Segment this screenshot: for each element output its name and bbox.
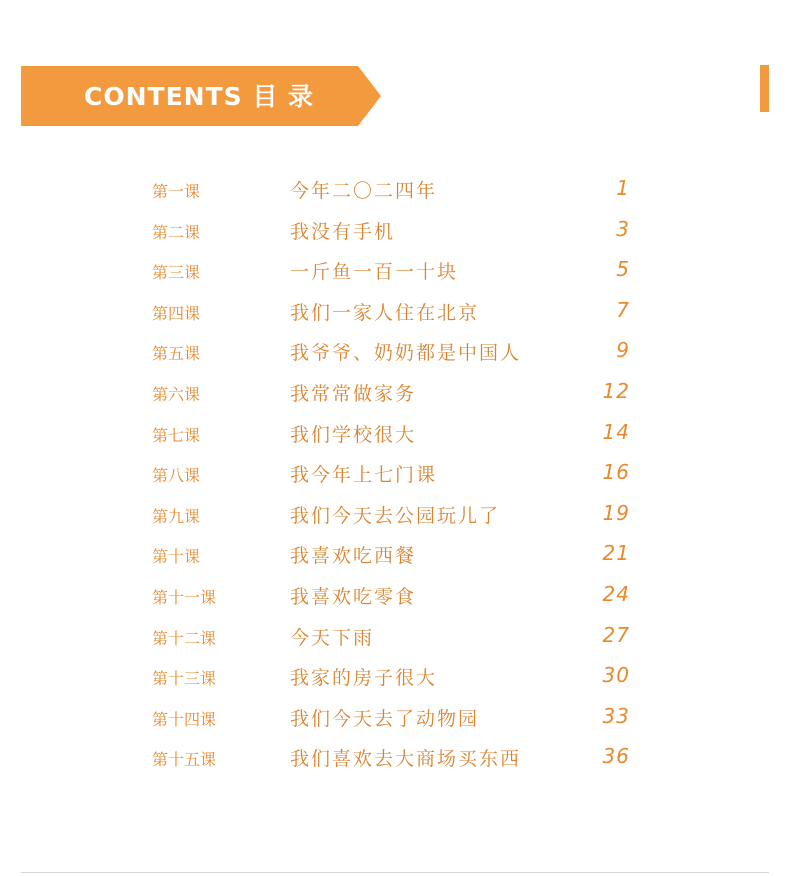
page-number: 19	[602, 500, 630, 525]
lesson-title: 今天下雨	[290, 626, 375, 649]
lesson-title: 一斤鱼一百一十块	[290, 261, 459, 284]
toc-entry[interactable]	[0, 495, 790, 536]
lesson-title: 今年二〇二四年	[290, 180, 438, 202]
page-number: 30	[602, 663, 630, 688]
lesson-title: 我常常做家务	[290, 382, 417, 405]
lesson-number: 第十五课	[152, 750, 217, 770]
page-number: 1	[616, 176, 630, 200]
lesson-number: 第一课	[152, 182, 201, 201]
lesson-number: 第十三课	[152, 669, 217, 689]
page-number: 33	[602, 703, 630, 728]
lesson-title: 我喜欢吃西餐	[290, 545, 417, 568]
lesson-number: 第二课	[152, 222, 201, 242]
page-number: 7	[616, 297, 630, 322]
toc-entry[interactable]	[0, 535, 790, 576]
lesson-number: 第三课	[152, 263, 201, 283]
lesson-title: 我喜欢吃零食	[290, 585, 417, 608]
toc-entry[interactable]	[0, 211, 790, 252]
toc-entry[interactable]	[0, 251, 790, 292]
lesson-number: 第十四课	[152, 709, 217, 729]
lesson-title: 我爷爷、奶奶都是中国人	[290, 342, 522, 365]
page-number: 5	[616, 257, 630, 282]
page-title: CONTENTS 目 录	[84, 82, 315, 111]
page-number: 27	[602, 622, 630, 647]
toc-entry[interactable]	[0, 738, 790, 779]
footer-divider	[21, 872, 769, 873]
page-number: 36	[602, 744, 630, 769]
toc-entry[interactable]	[0, 292, 790, 333]
lesson-title: 我们喜欢去大商场买东西	[290, 748, 522, 771]
toc-entry[interactable]	[0, 414, 790, 455]
toc-entry[interactable]	[0, 170, 790, 211]
lesson-title: 我今年上七门课	[290, 464, 438, 487]
lesson-number: 第十一课	[152, 587, 217, 607]
lesson-number: 第五课	[152, 344, 201, 364]
lesson-title: 我们一家人住在北京	[290, 301, 480, 324]
page-number: 24	[602, 581, 630, 606]
corner-tab-marker	[760, 65, 769, 112]
page-number: 16	[602, 460, 630, 485]
page-number: 9	[616, 338, 630, 363]
lesson-number: 第十二课	[152, 628, 217, 648]
lesson-number: 第八课	[152, 466, 201, 486]
lesson-number: 第十课	[152, 547, 201, 567]
lesson-title: 我们今天去公园玩儿了	[290, 504, 501, 527]
page-number: 3	[616, 216, 630, 241]
page-number: 21	[602, 541, 630, 566]
lesson-number: 第四课	[152, 303, 201, 323]
lesson-number: 第九课	[152, 506, 201, 526]
toc-entry[interactable]	[0, 454, 790, 495]
toc-entry[interactable]	[0, 617, 790, 658]
toc-entry[interactable]	[0, 576, 790, 617]
toc-entry[interactable]	[0, 332, 790, 373]
lesson-title: 我没有手机	[290, 220, 396, 243]
table-of-contents	[0, 170, 790, 779]
page-number: 12	[602, 378, 630, 403]
toc-entry[interactable]	[0, 373, 790, 414]
page-number: 14	[602, 419, 630, 444]
lesson-title: 我家的房子很大	[290, 667, 438, 690]
toc-entry[interactable]	[0, 698, 790, 739]
lesson-number: 第六课	[152, 384, 201, 404]
lesson-title: 我们学校很大	[290, 423, 417, 446]
lesson-number: 第七课	[152, 425, 201, 445]
toc-entry[interactable]	[0, 657, 790, 698]
lesson-title: 我们今天去了动物园	[290, 707, 480, 730]
